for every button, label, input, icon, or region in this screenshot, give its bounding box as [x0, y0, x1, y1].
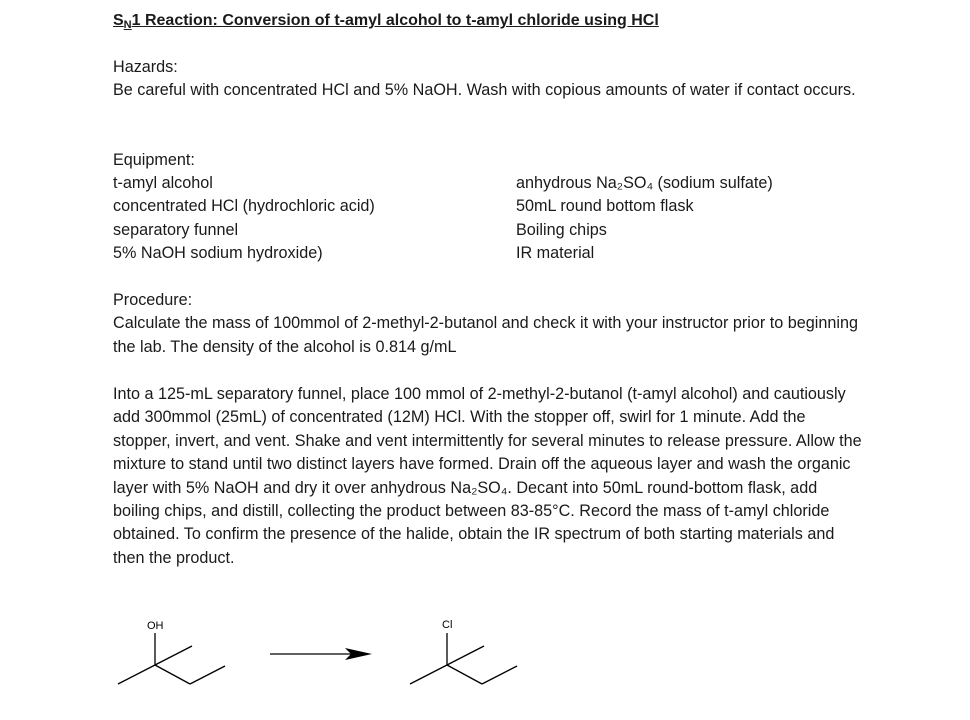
equipment-item: separatory funnel — [113, 220, 239, 239]
equipment-list-left — [113, 172, 375, 266]
equipment-item: concentrated HCl (hydrochloric acid) — [113, 197, 375, 216]
equipment-item: 5% NaOH sodium hydroxide) — [113, 244, 323, 263]
equipment-item: IR material — [516, 244, 595, 263]
equipment-item: Boiling chips — [516, 220, 607, 239]
hazards-text: Be careful with concentrated HCl and 5% NaOH. Wash with copious amounts of water if contact occurs. — [113, 81, 856, 100]
equipment-item: anhydrous Na₂SO₄ (sodium sulfate) — [516, 174, 773, 192]
hazards-heading: Hazards: — [113, 58, 178, 76]
page-title: $S_N1$ Reaction: Conversion of t-amyl alcohol to t-amyl chloride using HCl — [113, 12, 659, 31]
equipment-heading: Equipment: — [113, 151, 195, 169]
reactant-label: OH — [147, 620, 164, 632]
procedure-heading: Procedure: — [113, 291, 193, 309]
procedure-paragraph-1: Calculate the mass of 100mmol of 2-methyl-2-butanol and check it with your instructor prior to beginning the lab. The density of the alcohol is 0.814 g/mL — [113, 314, 858, 356]
equipment-item: 50mL round bottom flask — [516, 197, 694, 216]
procedure-section — [113, 289, 863, 359]
product-structure — [410, 633, 517, 684]
reaction-arrow — [270, 648, 372, 660]
procedure-paragraph-2: Into a 125-mL separatory funnel, place 100 mmol of 2-methyl-2-butanol (t-amyl alcohol) and cautiously add 300mmol (25mL) of concentrated (12M) HCl. With the stopper off, swirl for 1 minute. Add the stopper, invert, and vent. Shake and vent intermittently for several minutes to release pressure. Allow the mixture to stand until two distinct layers have formed. Drain off the aqueous layer and wash the organic layer with 5% NaOH and dry it over anhydrous Na₂SO₄. Decant into 50mL round-bottom flask, add boiling chips, and distill, collecting the product between 83-85°C. Record the mass of t-amyl chloride obtained. To confirm the presence of the halide, obtain the IR spectrum of both starting materials and then the product. — [113, 385, 862, 567]
equipment-item: t-amyl alcohol — [113, 174, 213, 192]
equipment-list-right — [516, 172, 773, 266]
reaction-scheme — [0, 610, 970, 720]
hazards-section — [113, 56, 863, 103]
reactant-structure — [118, 633, 225, 684]
product-label: Cl — [442, 619, 453, 631]
